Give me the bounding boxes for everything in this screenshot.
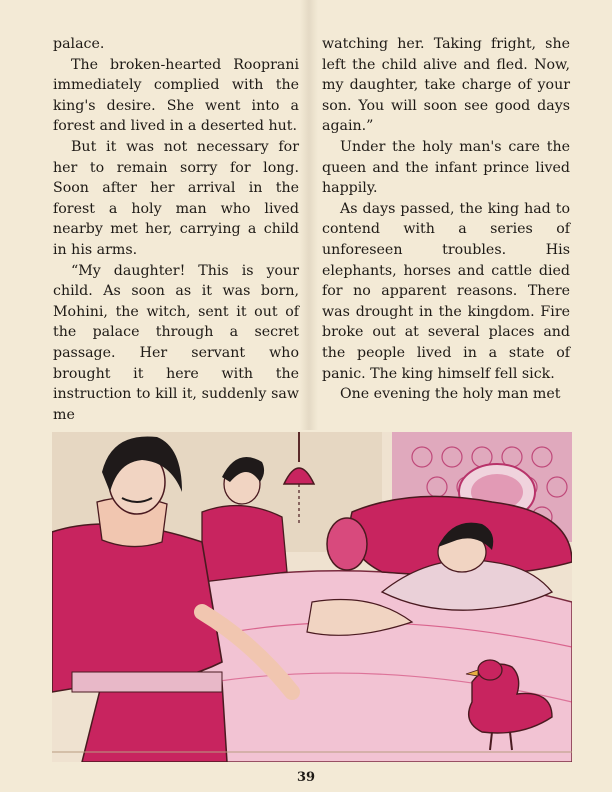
paragraph: Under the holy man's care the queen and the infant prince lived happily. <box>322 138 570 197</box>
paragraph: palace. <box>53 36 105 52</box>
left-text-column <box>53 34 299 425</box>
page-number: 39 <box>296 770 316 785</box>
paragraph: As days passed, the king had to contend with a series of unforeseen troubles. His elephants, horses and cattle died for no apparent reasons. There was drought in the kingdom. Fire broke out at several places and the people lived in a state of panic. The king himself fell sick. <box>322 200 570 382</box>
paragraph: But it was not necessary for her to remain sorry for long. Soon after her arrival in the forest a holy man who lived nearby met her, carrying a child in his arms. <box>53 138 299 258</box>
paragraph: The broken-hearted Rooprani immediately complied with the king's desire. She went into a forest and lived in a deserted hut. <box>53 56 299 135</box>
page-gutter <box>300 0 318 430</box>
right-text-column <box>322 34 570 405</box>
paragraph: watching her. Taking fright, she left the child alive and fled. Now, my daughter, take charge of your son. You will soon see good days again.” <box>322 36 570 135</box>
illustration-drawing <box>52 432 572 762</box>
paragraph: “My daughter! This is your child. As soon as it was born, Mohini, the witch, sent it out of the palace through a secret passage. Her servant who brought it here with the instruction to kill it, suddenly saw me <box>53 262 299 423</box>
paragraph: One evening the holy man met <box>340 386 561 403</box>
story-illustration <box>52 432 572 762</box>
